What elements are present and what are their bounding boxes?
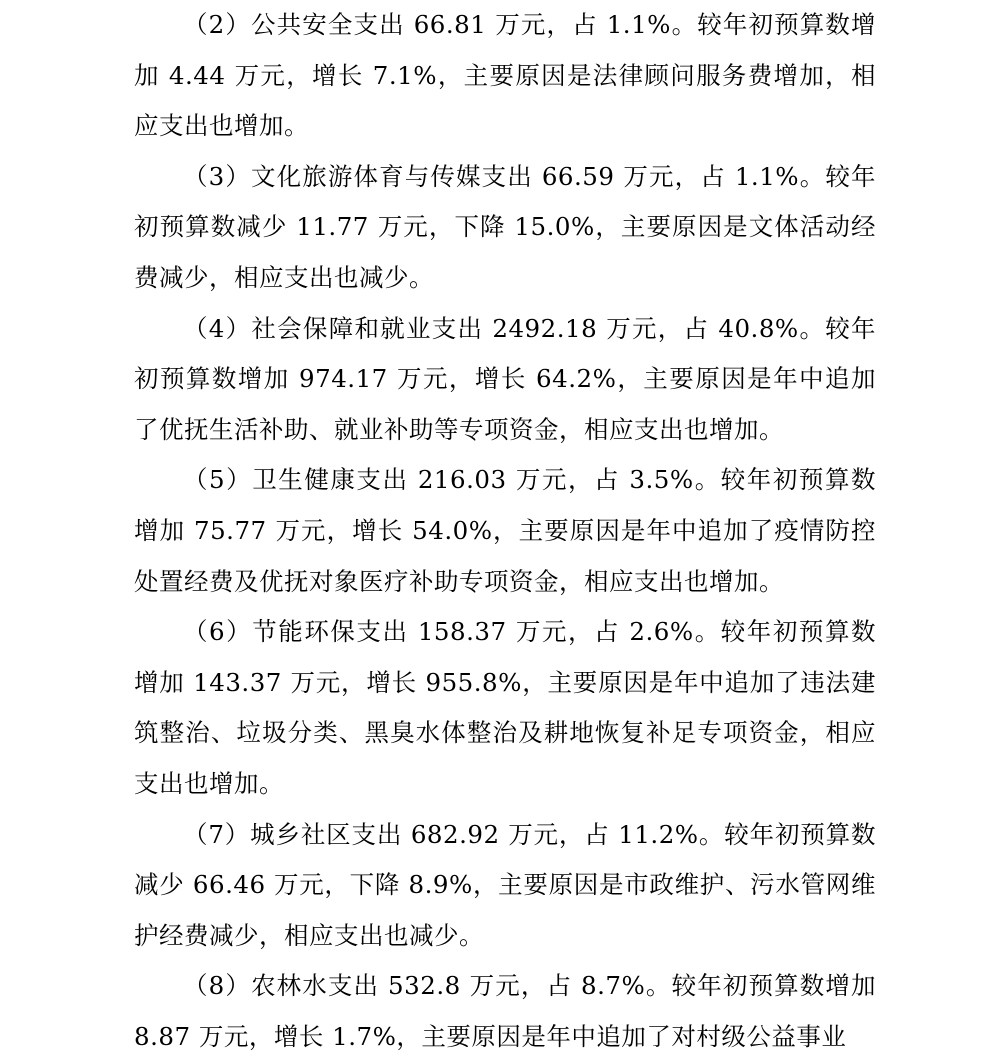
paragraph-social-security: （4）社会保障和就业支出 2492.18 万元，占 40.8%。较年初预算数增加 974.17 万元，增长 64.2%，主要原因是年中追加了优抚生活补助、就业补助等专项资金，相应支出也增加。 bbox=[134, 313, 876, 444]
paragraph-health: （5）卫生健康支出 216.03 万元，占 3.5%。较年初预算数增加 75.77 万元，增长 54.0%，主要原因是年中追加了疫情防控处置经费及优抚对象医疗补助专项资金，相应支出也增加。 bbox=[134, 465, 876, 596]
paragraph-urban-rural: （7）城乡社区支出 682.92 万元，占 11.2%。较年初预算数减少 66.46 万元，下降 8.9%，主要原因是市政维护、污水管网维护经费减少，相应支出也减少。 bbox=[134, 819, 876, 950]
paragraph-environment: （6）节能环保支出 158.37 万元，占 2.6%。较年初预算数增加 143.37 万元，增长 955.8%，主要原因是年中追加了违法建筑整治、垃圾分类、黑臭水体整治及耕地恢复补足专项资金，相应支出也增加。 bbox=[134, 617, 876, 798]
document-body bbox=[134, 0, 876, 1062]
paragraph-agriculture: （8）农林水支出 532.8 万元，占 8.7%。较年初预算数增加 8.87 万元，增长 1.7%，主要原因是年中追加了对村级公益事业 bbox=[134, 971, 876, 1051]
paragraph-public-security: （2）公共安全支出 66.81 万元，占 1.1%。较年初预算数增加 4.44 万元，增长 7.1%，主要原因是法律顾问服务费增加，相应支出也增加。 bbox=[134, 10, 876, 141]
paragraph-culture-tourism: （3）文化旅游体育与传媒支出 66.59 万元，占 1.1%。较年初预算数减少 11.77 万元，下降 15.0%，主要原因是文体活动经费减少，相应支出也减少。 bbox=[134, 161, 876, 292]
